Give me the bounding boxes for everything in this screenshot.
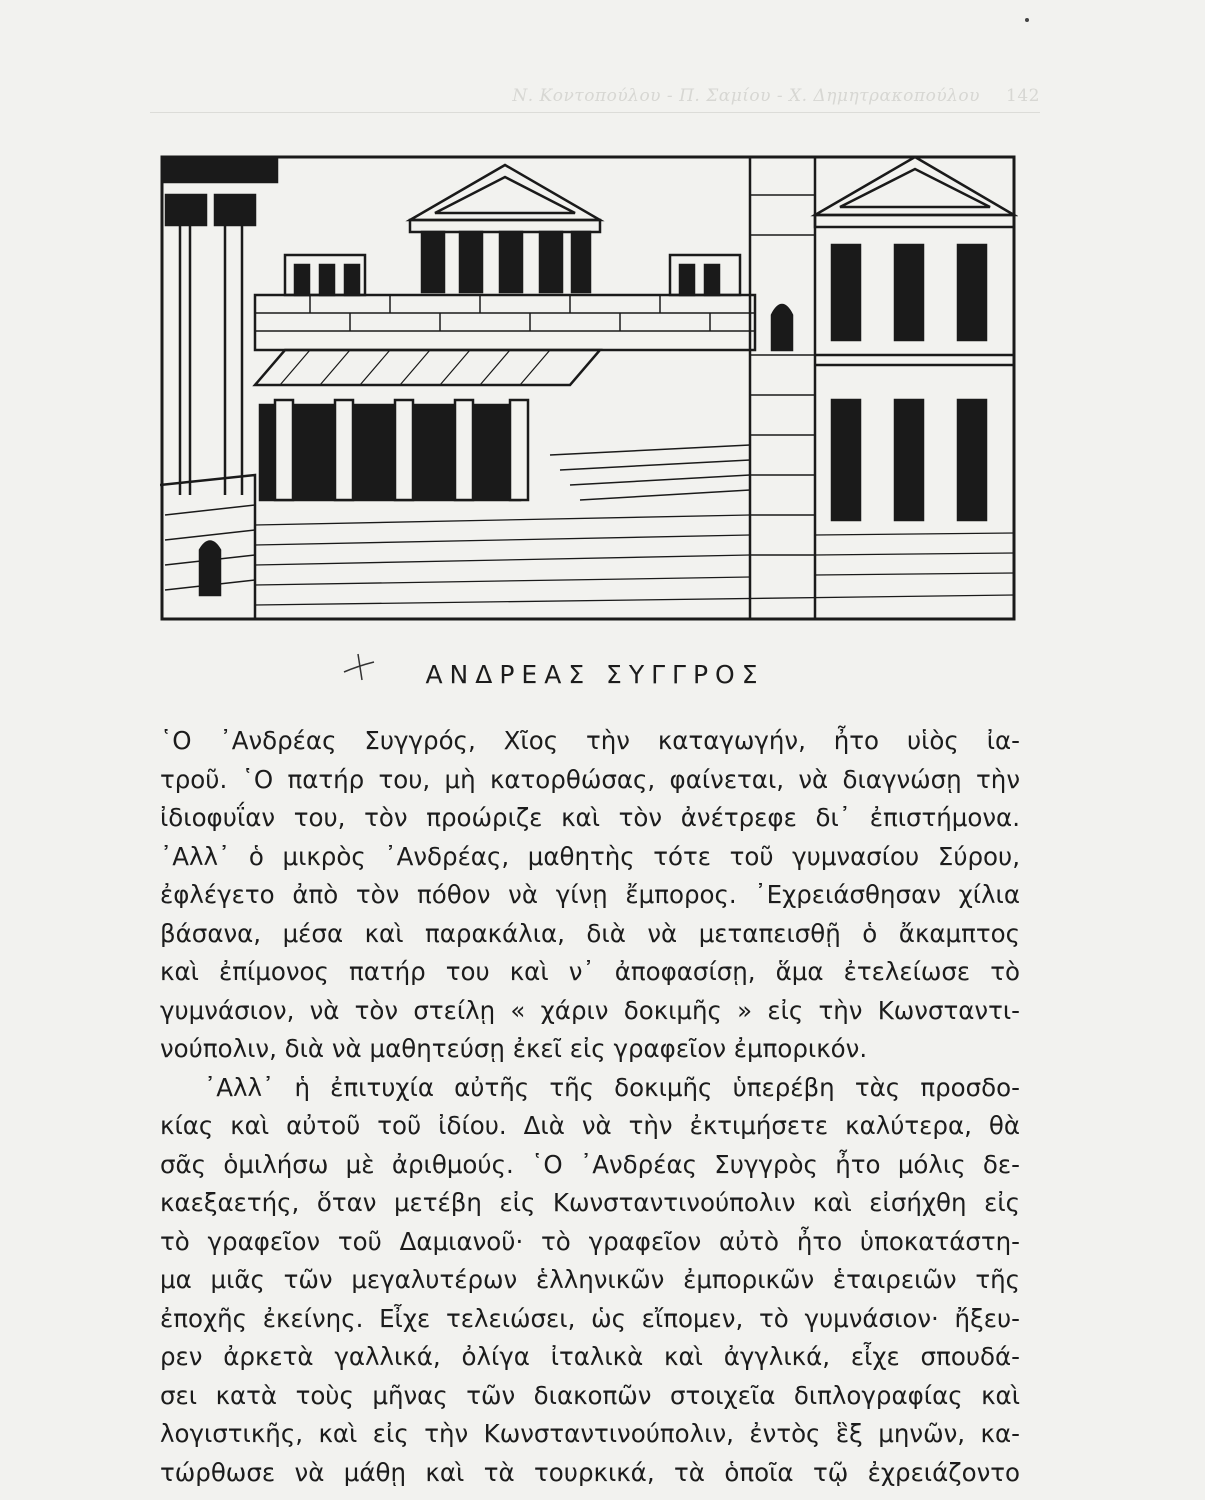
text-line: καεξαετής, ὅταν μετέβη εἰς Κωνσταντινούπολιν καὶ εἰσήχθη εἰς	[160, 1188, 1020, 1217]
text-line: τὸ γραφεῖον τοῦ Δαμιανοῦ· τὸ γραφεῖον αὐτὸ ἦτο ὑποκατάστη-	[160, 1226, 1020, 1256]
text-line: τώρθωσε νὰ μάθῃ καὶ τὰ τουρκικά, τὰ ὁποῖα τῷ ἐχρειάζοντο	[160, 1457, 1020, 1487]
chapter-title: ΑΝΔΡΕΑΣ ΣΥΓΓΡΟΣ	[425, 660, 765, 689]
text-line: βάσανα, μέσα καὶ παρακάλια, διὰ νὰ μεταπεισθῇ ὁ ἄκαμπτος	[160, 918, 1020, 948]
text-line: κίας καὶ αὐτοῦ τοῦ ἰδίου. Διὰ νὰ τὴν ἐκτιμήσετε καλύτερα, θὰ	[160, 1111, 1020, 1140]
text-line: γυμνάσιον, νὰ τὸν στείλῃ « χάριν δοκιμῆς » εἰς τὴν Κωνσταντι-	[160, 995, 1020, 1025]
text-line: ἰδιοφυΐαν του, τὸν προώριζε καὶ τὸν ἀνέτρεφε δι᾿ ἐπιστήμονα.	[160, 803, 1020, 832]
text-line: ᾿Αλλ᾿ ὁ μικρὸς ᾿Ανδρέας, μαθητὴς τότε τοῦ γυμνασίου Σύρου,	[160, 841, 1020, 871]
text-line: μα μιᾶς τῶν μεγαλυτέρων ἑλληνικῶν ἐμπορικῶν ἑταιρειῶν τῆς	[160, 1265, 1020, 1294]
running-head-rule	[150, 112, 1040, 113]
text-line: καὶ ἐπίμονος πατήρ του καὶ ν᾿ ἀποφασίσῃ, ἅμα ἐτελείωσε τὸ	[160, 957, 1020, 986]
text-line: σᾶς ὁμιλήσω μὲ ἀριθμούς. ῾Ο ᾿Ανδρέας Συγγρὸς ἦτο μόλις δε-	[160, 1149, 1020, 1179]
running-head-authors: Ν. Κοντοπούλου - Π. Σαμίου - Χ. Δημητρακοπούλου	[512, 86, 980, 106]
body-text	[160, 722, 1020, 1492]
neoclassical-buildings-illustration-icon	[160, 155, 1018, 625]
text-line: λογιστικῆς, καὶ εἰς τὴν Κωνσταντινούπολιν, ἐντὸς ἓξ μηνῶν, κα-	[160, 1419, 1020, 1448]
text-line: ἐποχῆς ἐκείνης. Εἶχε τελειώσει, ὡς εἴπομεν, τὸ γυμνάσιον· ἤξευ-	[160, 1303, 1020, 1333]
page-number: 142	[1006, 86, 1040, 106]
speck	[1025, 18, 1029, 22]
text-line: τροῦ. ῾Ο πατήρ του, μὴ κατορθώσας, φαίνεται, νὰ διαγνώσῃ τὴν	[160, 764, 1020, 794]
text-line: ρεν ἀρκετὰ γαλλικά, ὀλίγα ἰταλικὰ καὶ ἀγγλικά, εἶχε σπουδά-	[160, 1342, 1020, 1371]
text-line: σει κατὰ τοὺς μῆνας τῶν διακοπῶν στοιχεῖα διπλογραφίας καὶ	[160, 1380, 1020, 1410]
text-line: ῾Ο ᾿Ανδρέας Συγγρός, Χῖος τὴν καταγωγήν, ἦτο υἱὸς ἰα-	[160, 726, 1020, 755]
text-line: ἐφλέγετο ἀπὸ τὸν πόθον νὰ γίνῃ ἔμπορος. ᾿Εχρειάσθησαν χίλια	[160, 880, 1020, 909]
text-line: ᾿Αλλ᾿ ἡ ἐπιτυχία αὐτῆς τῆς δοκιμῆς ὑπερέβη τὰς προσδο-	[204, 1072, 1020, 1102]
text-line: νούπολιν, διὰ νὰ μαθητεύσῃ ἐκεῖ εἰς γραφεῖον ἐμπορικόν.	[160, 1034, 868, 1063]
